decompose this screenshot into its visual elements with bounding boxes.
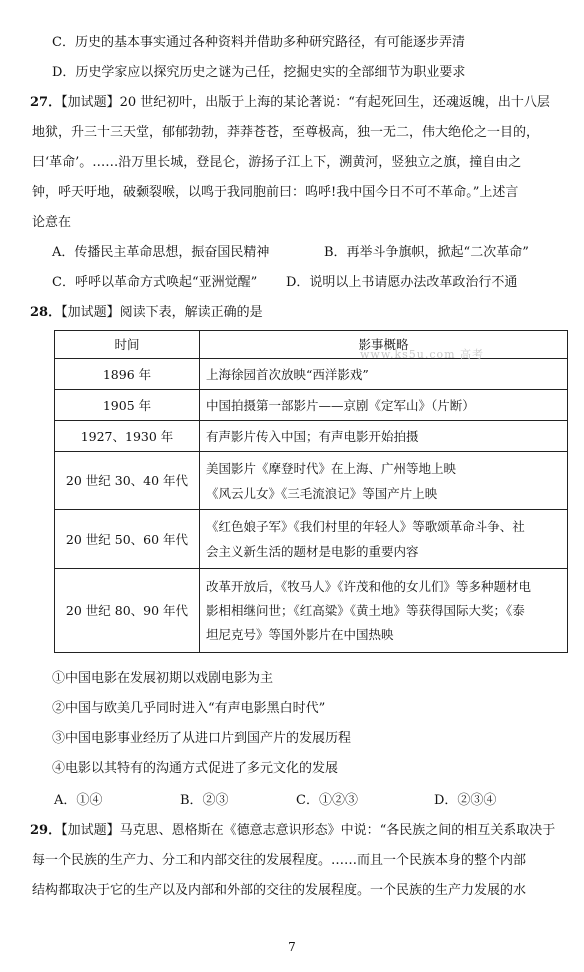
- q27-option-d: D．说明以上书请愿办法改革政治行不通: [286, 275, 518, 290]
- row-desc: 中国拍摄第一部影片——京剧《定军山》（片断）: [200, 390, 568, 421]
- row-desc: 美国影片《摩登时代》在上海、广州等地上映 《风云儿女》《三毛流浪记》等国产片上映: [200, 452, 568, 510]
- row-desc: 有声影片传入中国；有声电影开始拍摄: [200, 421, 568, 452]
- row-time: 1896 年: [55, 359, 200, 390]
- row-time: 1905 年: [55, 390, 200, 421]
- table-row: [55, 510, 568, 569]
- q28-number: 28．: [30, 305, 62, 320]
- q28-option-d: D．②③④: [434, 793, 497, 808]
- q29-line-1: 29．【加试题】马克思、恩格斯在《德意志意识形态》中说：“各民族之间的相互关系取决于: [30, 823, 556, 838]
- q29-line-2: 每一个民族的生产力、分工和内部交往的发展程度。……而且一个民族本身的整个内部: [32, 853, 527, 868]
- q27-line-4: 钟，呼天吁地，破颡裂喉，以鸣于我同胞前曰：呜呼!我中国今日不可不革命。”上述言: [32, 185, 519, 200]
- q27-line-2: 地狱，升三十三天堂，郁郁勃勃，莽莽苍苍，至尊极高，独一无二，伟大绝伦之一目的，: [32, 125, 540, 140]
- row-desc: 上海徐园首次放映“西洋影戏”: [200, 359, 568, 390]
- table-header-row: [55, 331, 568, 359]
- table-row: [55, 421, 568, 452]
- q28-stem: 28．【加试题】阅读下表，解读正确的是: [30, 305, 263, 320]
- q27-option-b: B．再举斗争旗帜，掀起“二次革命”: [324, 245, 529, 260]
- q27-line-5: 论意在: [32, 215, 72, 230]
- q29-number: 29．: [30, 823, 62, 838]
- q27-option-c: C．呼呼以革命方式唤起“亚洲觉醒”: [52, 275, 258, 290]
- row-time: 20 世纪 30、40 年代: [55, 452, 200, 510]
- row-time: 20 世纪 80、90 年代: [55, 569, 200, 653]
- watermark: www.ks5u.com 高考: [360, 348, 485, 361]
- q28-option-c: C．①②③: [296, 793, 358, 808]
- table-row: [55, 359, 568, 390]
- row-desc: 改革开放后，《牧马人》《许茂和他的女儿们》等多种题材电 影相相继问世；《红高粱》《黄土地》等获得国际大奖；《泰 坦尼克号》等国外影片在中国热映: [200, 569, 568, 653]
- table-row: [55, 569, 568, 653]
- q28-statement-1: ①中国电影在发展初期以戏剧电影为主: [52, 671, 274, 686]
- q28-statement-4: ④电影以其特有的沟通方式促进了多元文化的发展: [52, 761, 339, 776]
- header-time: 时间: [55, 331, 200, 359]
- q27-line-3: 曰‘革命’。……沿万里长城，登昆仑，游扬子江上下，溯黄河，竖独立之旗，撞自由之: [32, 155, 522, 170]
- prev-option-d: D．历史学家应以探究历史之谜为己任，挖掘史实的全部细节为职业要求: [52, 65, 466, 80]
- row-time: 1927、1930 年: [55, 421, 200, 452]
- table-row: [55, 452, 568, 510]
- row-desc: 《红色娘子军》《我们村里的年轻人》等歌颂革命斗争、社 会主义新生活的题材是电影的重要内容: [200, 510, 568, 569]
- q28-statement-3: ③中国电影事业经历了从进口片到国产片的发展历程: [52, 731, 352, 746]
- film-history-table: [54, 330, 568, 653]
- q28-statement-2: ②中国与欧美几乎同时进入“有声电影黑白时代”: [52, 701, 326, 716]
- q27-number: 27．: [30, 95, 62, 110]
- page-number: 7: [288, 940, 296, 954]
- prev-option-c: C．历史的基本事实通过各种资料并借助多种研究路径，有可能逐步弄清: [52, 35, 465, 50]
- table-row: [55, 390, 568, 421]
- q27-option-a: A．传播民主革命思想，振奋国民精神: [52, 245, 270, 260]
- q28-option-a: A．①④: [54, 793, 103, 808]
- q27-line-1: 27．【加试题】20 世纪初叶，出版于上海的某论著说：“有起死回生，还魂返魄，出十八层: [30, 95, 550, 110]
- row-time: 20 世纪 50、60 年代: [55, 510, 200, 569]
- q29-line-3: 结构都取决于它的生产以及内部和外部的交往的发展程度。一个民族的生产力发展的水: [32, 883, 527, 898]
- q28-option-b: B．②③: [180, 793, 229, 808]
- header-summary: 影事概略: [200, 331, 568, 359]
